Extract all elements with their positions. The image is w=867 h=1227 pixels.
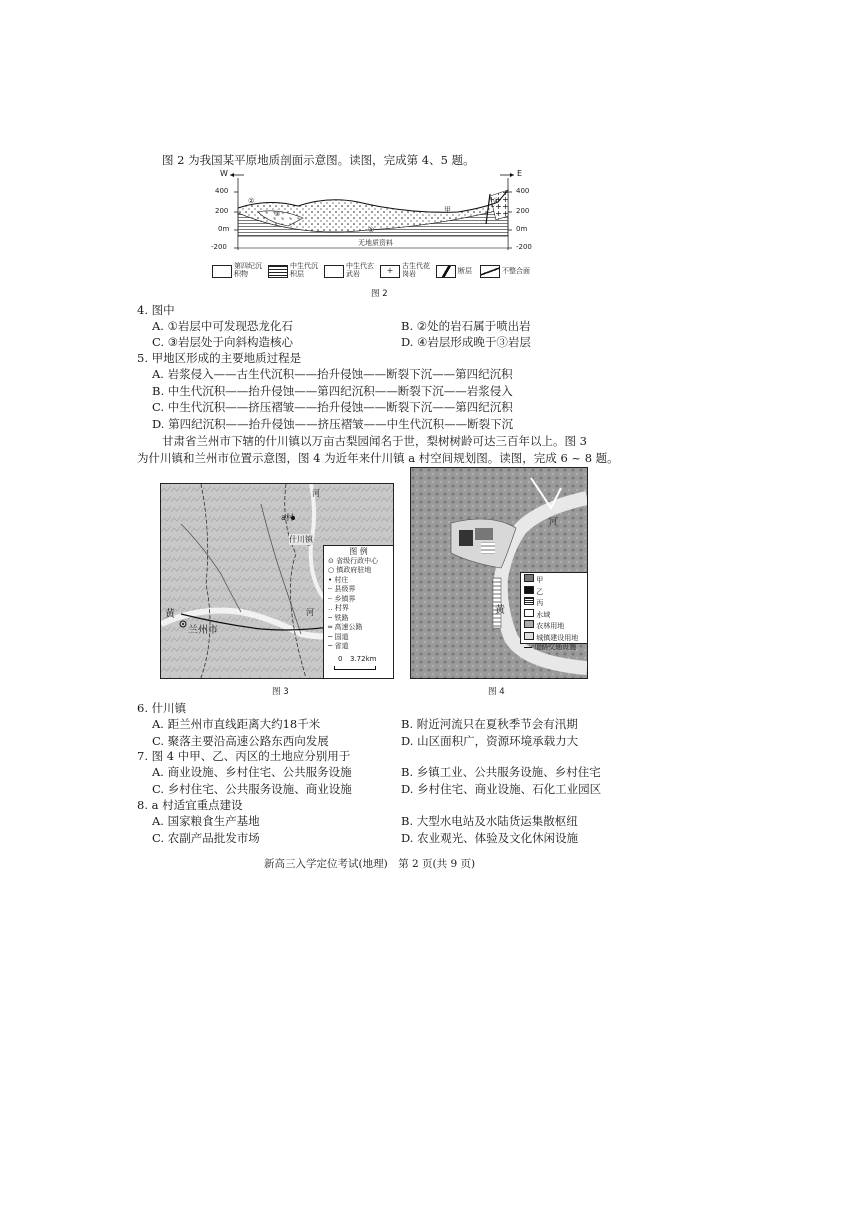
q7-option-c[interactable]: C. 乡村住宅、公共服务设施、商业设施	[152, 782, 352, 796]
q8-stem: 8. a 村适宜重点建设	[137, 798, 243, 812]
legend-item: 乙	[524, 586, 584, 598]
legend-item: 不整合面	[502, 267, 530, 275]
fig4-caption: 图 4	[488, 687, 505, 697]
q6-stem: 6. 什川镇	[137, 701, 187, 715]
legend-item: ╌ 铁路	[328, 613, 349, 622]
legend-item: ─ 省道	[328, 642, 349, 650]
q5-option-a[interactable]: A. 岩浆侵入——古生代沉积——抬升侵蚀——断裂下沉——第四纪沉积	[152, 367, 513, 381]
q7-option-a[interactable]: A. 商业设施、乡村住宅、公共服务设施	[152, 765, 352, 779]
legend-item: ─ 国道	[328, 632, 349, 641]
q7-option-b[interactable]: B. 乡镇工业、公共服务设施、乡村住宅	[401, 765, 601, 779]
scale-zero: 0	[338, 654, 343, 663]
legend-item: 城镇建设用地	[524, 632, 584, 644]
shichuan-label: 什川镇	[289, 535, 313, 544]
page-footer: 新高三入学定位考试(地理) 第 2 页(共 9 页)	[264, 858, 476, 870]
legend-item: 甲	[524, 574, 584, 586]
no-data-label: 无地质资料	[358, 239, 393, 247]
q7-stem: 7. 图 4 中甲、乙、丙区的土地应分别用于	[137, 749, 351, 763]
fig2-legend: 第四纪沉积物 中生代沉积层 中生代玄武岩 + 古生代花岗岩 断层 不整合面	[212, 262, 552, 282]
legend-item: 第四纪沉积物	[234, 262, 262, 278]
q4-option-d[interactable]: D. ④岩层形成晚于③岩层	[401, 335, 531, 349]
legend-item: ⊙ 省级行政中心	[328, 556, 379, 565]
scale-label: 3.72km	[350, 654, 377, 663]
q6-option-b[interactable]: B. 附近河流只在夏秋季节会有汛期	[401, 717, 578, 731]
west-label: W	[220, 169, 228, 178]
q8-option-d[interactable]: D. 农业观光、体验及文化休闲设施	[401, 831, 579, 845]
huang-label: 黄	[165, 609, 175, 620]
huang-label: 黄	[495, 605, 505, 616]
river-label-top: 河	[312, 489, 320, 498]
q5-option-b[interactable]: B. 中生代沉积——抬升侵蚀——第四纪沉积——断裂下沉——岩浆侵入	[152, 384, 513, 398]
q6-option-d[interactable]: D. 山区面积广，资源环境承载力大	[401, 734, 579, 748]
fig2-caption: 图 2	[371, 289, 388, 299]
legend-item: 中生代沉积层	[290, 262, 318, 278]
legend-item: 道路交通设施	[524, 643, 584, 653]
left-tick: -200	[211, 243, 227, 251]
fig3-legend	[323, 545, 394, 679]
left-tick: 400	[215, 187, 229, 195]
right-tick: 400	[516, 187, 530, 195]
legend-item: ○ 镇政府驻地	[328, 566, 372, 574]
q8-option-b[interactable]: B. 大型水电站及水陆货运集散枢纽	[401, 814, 578, 828]
legend-item: • 村庄	[328, 575, 349, 584]
jia-label: 甲	[444, 206, 451, 214]
q5-stem: 5. 甲地区形成的主要地质过程是	[137, 351, 302, 365]
q4-option-a[interactable]: A. ①岩层中可发现恐龙化石	[152, 319, 293, 333]
passage-line-1: 甘肃省兰州市下辖的什川镇以万亩古梨园闻名于世，梨树树龄可达三百年以上。图 3	[162, 434, 587, 448]
lanzhou-label: 兰州市	[188, 625, 218, 636]
village-a-label: a村	[281, 513, 294, 522]
legend-item: 古生代花岗岩	[402, 262, 430, 278]
legend-item: 断层	[458, 267, 472, 275]
legend-item: 水域	[524, 609, 584, 621]
right-tick: 200	[516, 207, 530, 215]
legend-title: 图 例	[349, 547, 368, 556]
right-tick: -200	[516, 243, 532, 251]
fig4-legend	[520, 572, 588, 651]
passage-line-2: 为什川镇和兰州市位置示意图，图 4 为近年来什川镇 a 村空间规划图。读图，完成 6 ~ 8 题。	[137, 451, 619, 465]
legend-item: ┈ 乡镇界	[328, 594, 356, 603]
q7-option-d[interactable]: D. 乡村住宅、商业设施、石化工业园区	[401, 782, 602, 796]
q8-option-a[interactable]: A. 国家粮食生产基地	[152, 814, 260, 828]
q6-option-a[interactable]: A. 距兰州市直线距离大约18千米	[152, 717, 321, 731]
left-tick: 200	[215, 207, 229, 215]
legend-item: ═ 高速公路	[328, 623, 363, 631]
east-label: E	[517, 169, 523, 178]
marker-4: ④	[493, 197, 500, 205]
q4-option-b[interactable]: B. ②处的岩石属于喷出岩	[401, 319, 531, 333]
river-label: 河	[549, 517, 557, 526]
scale-bar	[334, 666, 376, 670]
marker-3: ③	[274, 210, 281, 218]
q5-option-c[interactable]: C. 中生代沉积——挤压褶皱——抬升侵蚀——断裂下沉——第四纪沉积	[152, 400, 513, 414]
left-tick: 0m	[218, 225, 230, 233]
river-label-mid: 河	[306, 608, 314, 617]
marker-2: ②	[248, 197, 255, 205]
right-tick: 0m	[516, 225, 528, 233]
legend-item: 丙	[524, 597, 584, 609]
legend-item: 中生代玄武岩	[346, 262, 374, 278]
legend-item: 农林用地	[524, 620, 584, 632]
q4-option-c[interactable]: C. ③岩层处于向斜构造核心	[152, 335, 294, 349]
q6-option-c[interactable]: C. 聚落主要沿高速公路东西向发展	[152, 734, 329, 748]
q8-option-c[interactable]: C. 农副产品批发市场	[152, 831, 260, 845]
q4-stem: 4. 图中	[137, 303, 175, 317]
legend-item: ┄ 县级界	[328, 585, 356, 593]
legend-item: ‥ 村界	[328, 604, 349, 612]
marker-1: ①	[368, 226, 375, 234]
fig3-caption: 图 3	[272, 687, 289, 697]
fig2-intro: 图 2 为我国某平原地质剖面示意图。读图，完成第 4、5 题。	[162, 153, 475, 167]
q5-option-d[interactable]: D. 第四纪沉积——抬升侵蚀——挤压褶皱——中生代沉积——断裂下沉	[152, 417, 514, 431]
